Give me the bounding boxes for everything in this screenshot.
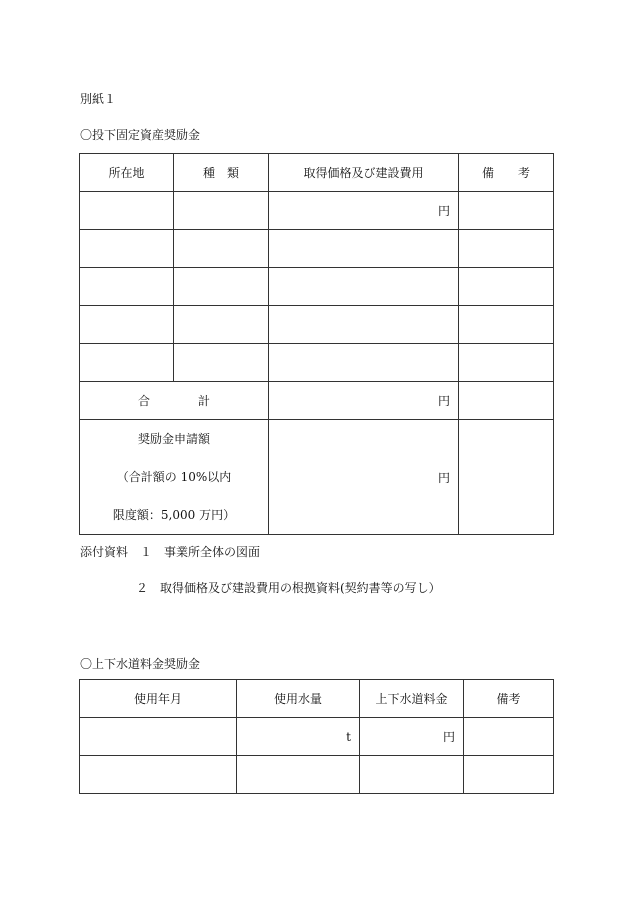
header-acquisition-cost: 取得価格及び建設費用 bbox=[269, 154, 459, 192]
type-cell[interactable] bbox=[174, 192, 269, 230]
attachments-label: 添付資料 １ 事業所全体の図面 bbox=[80, 545, 261, 559]
usage-month-cell[interactable] bbox=[80, 756, 237, 794]
fixed-asset-section-title: 〇投下固定資産奨励金 bbox=[80, 128, 201, 142]
type-cell[interactable] bbox=[174, 344, 269, 382]
table-row bbox=[80, 230, 554, 268]
subsidy-label bbox=[80, 420, 269, 535]
table-row bbox=[80, 192, 554, 230]
total-label: 合 計 bbox=[80, 382, 269, 420]
table-row bbox=[80, 268, 554, 306]
attachment-reference-label: 別紙１ bbox=[80, 92, 117, 106]
remarks-cell[interactable] bbox=[464, 756, 554, 794]
water-section-title: 〇上下水道料金奨励金 bbox=[80, 657, 201, 671]
water-volume-cell[interactable] bbox=[237, 756, 360, 794]
remarks-cell[interactable] bbox=[464, 718, 554, 756]
location-cell[interactable] bbox=[80, 230, 174, 268]
yen-unit: 円 bbox=[437, 394, 450, 408]
cost-cell[interactable] bbox=[269, 344, 459, 382]
location-cell[interactable] bbox=[80, 344, 174, 382]
water-volume-cell[interactable] bbox=[237, 718, 360, 756]
total-row bbox=[80, 382, 554, 420]
total-cost-cell[interactable] bbox=[269, 382, 459, 420]
water-fee-cell[interactable] bbox=[360, 756, 464, 794]
attachment-item-2: ２ 取得価格及び建設費用の根拠資料(契約書等の写し） bbox=[136, 581, 441, 595]
ton-unit: t bbox=[346, 729, 351, 744]
type-cell[interactable] bbox=[174, 230, 269, 268]
header-type: 種 類 bbox=[174, 154, 269, 192]
header-remarks: 備考 bbox=[464, 680, 554, 718]
water-fee-table bbox=[79, 679, 554, 794]
subsidy-amount-cell[interactable] bbox=[269, 420, 459, 535]
header-water-volume: 使用水量 bbox=[237, 680, 360, 718]
type-cell[interactable] bbox=[174, 306, 269, 344]
header-remarks: 備 考 bbox=[459, 154, 554, 192]
table-header-row bbox=[80, 154, 554, 192]
remarks-cell[interactable] bbox=[459, 344, 554, 382]
cost-cell[interactable] bbox=[269, 230, 459, 268]
subsidy-remarks-cell[interactable] bbox=[459, 420, 554, 535]
location-cell[interactable] bbox=[80, 268, 174, 306]
subsidy-label-line: 限度額：5,000 万円） bbox=[112, 508, 236, 522]
yen-unit: 円 bbox=[437, 204, 450, 218]
cost-cell[interactable] bbox=[269, 192, 459, 230]
remarks-cell[interactable] bbox=[459, 192, 554, 230]
water-fee-cell[interactable] bbox=[360, 718, 464, 756]
fixed-asset-table bbox=[79, 153, 554, 535]
table-row bbox=[80, 306, 554, 344]
yen-unit: 円 bbox=[442, 730, 455, 744]
header-water-fee: 上下水道料金 bbox=[360, 680, 464, 718]
subsidy-row bbox=[80, 420, 554, 535]
location-cell[interactable] bbox=[80, 306, 174, 344]
cost-cell[interactable] bbox=[269, 268, 459, 306]
yen-unit: 円 bbox=[437, 470, 450, 485]
table-row bbox=[80, 756, 554, 794]
table-header-row bbox=[80, 680, 554, 718]
subsidy-label-line: （合計額の 10%以内 bbox=[116, 470, 232, 484]
table-row bbox=[80, 718, 554, 756]
usage-month-cell[interactable] bbox=[80, 718, 237, 756]
cost-cell[interactable] bbox=[269, 306, 459, 344]
type-cell[interactable] bbox=[174, 268, 269, 306]
remarks-cell[interactable] bbox=[459, 306, 554, 344]
remarks-cell[interactable] bbox=[459, 268, 554, 306]
subsidy-label-line: 奨励金申請額 bbox=[137, 432, 210, 446]
remarks-cell[interactable] bbox=[459, 230, 554, 268]
header-location: 所在地 bbox=[80, 154, 174, 192]
table-row bbox=[80, 344, 554, 382]
header-usage-month: 使用年月 bbox=[80, 680, 237, 718]
location-cell[interactable] bbox=[80, 192, 174, 230]
total-remarks-cell[interactable] bbox=[459, 382, 554, 420]
